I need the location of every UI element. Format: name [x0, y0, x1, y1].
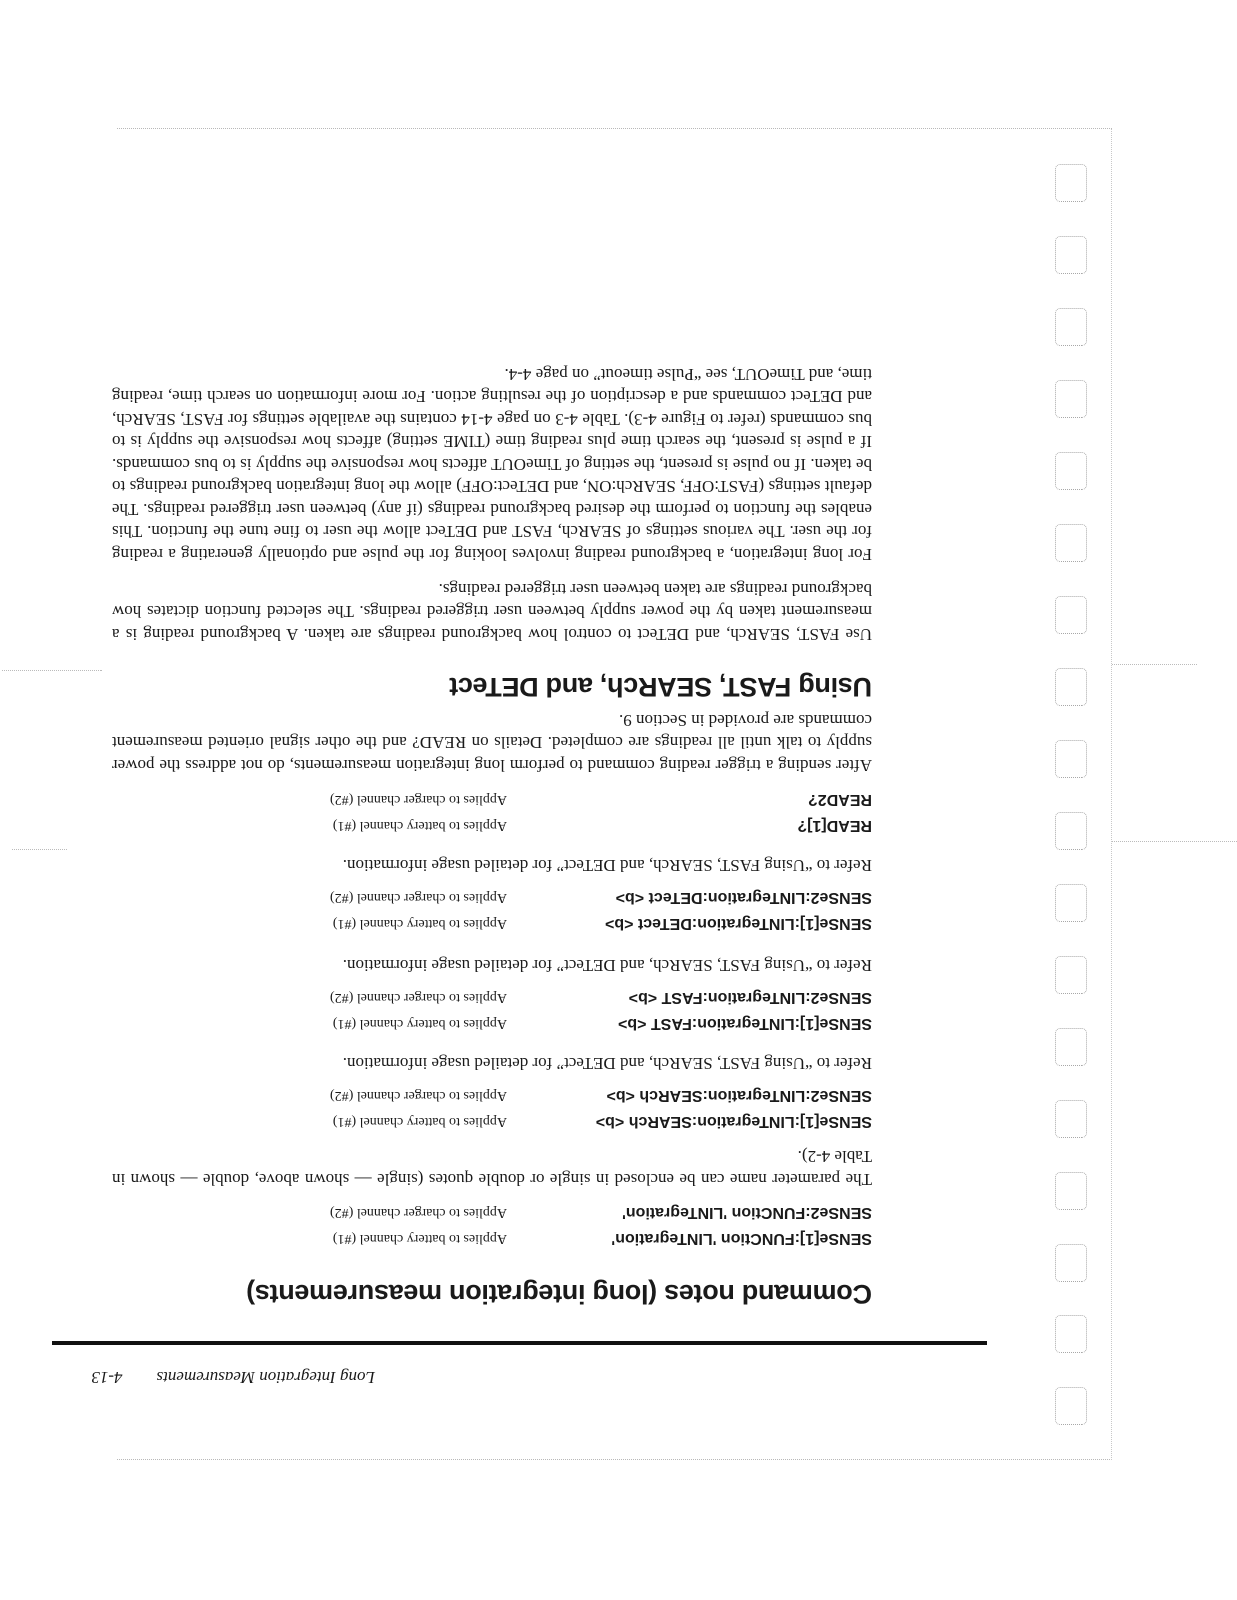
binder-hole: [1055, 812, 1087, 850]
binder-hole: [1055, 236, 1087, 274]
command-name: SENSe[1]:FUNCtion 'LINTegration': [611, 1230, 872, 1247]
command-name: SENSe2:FUNCtion 'LINTegration': [622, 1204, 872, 1221]
section-heading-command-notes: Command notes (long integration measurements): [246, 1279, 872, 1309]
running-header: [91, 1367, 375, 1387]
command-name: SENSe[1]:LINTegration:FAST <b>: [618, 1015, 872, 1032]
command-description: Applies to charger channel (#2): [329, 990, 507, 1005]
header-rule: [52, 1341, 987, 1345]
command-name: SENSe2:LINTegration:SEARch <b>: [606, 1087, 872, 1104]
command-description: Applies to battery channel (#1): [332, 916, 507, 931]
binder-hole: [1055, 596, 1087, 634]
command-name: READ[1]?: [797, 817, 872, 834]
command-row: [112, 982, 872, 1006]
usage-reference: Refer to “Using FAST, SEARch, and DETect” for detailed usage information.: [342, 956, 872, 975]
running-header-title: Long Integration Measurements: [156, 1368, 375, 1387]
binder-hole: [1055, 1244, 1087, 1282]
paragraph-background-readings: Use FAST, SEARch, and DETect to control how background readings are taken. A background reading is a measurement taken by the power supply between user triggered readings. The selected function dictates how background readings are taken between user triggered readings.: [112, 580, 872, 644]
paragraph-long-integration: For long integration, a background reading involves looking for the pulse and optionally generating a reading for the user. The various settings of SEARch, FAST and DETect allow the user to fine tune the function. This enables the function to perform the desired background readings (if any) between user triggered readings. The default settings (FAST:OFF, SEARch:ON, and DETect:OFF) allow the long integration background readings to be taken. If no pulse is present, the setting of TimeOUT affects how responsive the supply is to bus commands. If a pulse is present, the search time plus reading time (TIME setting) affects how responsive the supply is to bus commands (refer to Figure 4-3). Table 4-3 on page 4-14 contains the available settings for FAST, SEARch, and DETect commands and a description of the resulting action. For more information on search time, reading time, and TimeOUT, see “Pulse timeout” on page 4-4.: [112, 365, 872, 564]
command-row: [112, 810, 872, 834]
scan-mark: [1112, 841, 1237, 842]
command-row: [112, 1197, 872, 1221]
binder-hole: [1055, 884, 1087, 922]
command-description: Applies to charger channel (#2): [329, 890, 507, 905]
binder-hole: [1055, 524, 1087, 562]
section-heading-using-fast-search-detect: Using FAST, SEARch, and DETect: [449, 672, 872, 702]
binder-hole: [1055, 1387, 1087, 1425]
scan-mark: [12, 849, 67, 850]
command-description: Applies to battery channel (#1): [332, 1231, 507, 1246]
scan-border-left: [1111, 129, 1112, 1460]
binder-hole: [1055, 308, 1087, 346]
scan-mark: [2, 670, 102, 671]
read-note: After sending a trigger reading command to perform long integration measurements, do not address the power supply to talk until all readings are completed. Details on READ? and the other signal oriented measurement commands are provided in Section 9.: [112, 711, 872, 775]
scan-border-top: [117, 1459, 1112, 1460]
binder-hole: [1055, 740, 1087, 778]
command-description: Applies to battery channel (#1): [332, 1114, 507, 1129]
command-name: SENSe[1]:LINTegration:SEARch <b>: [595, 1113, 872, 1130]
binder-hole: [1055, 1028, 1087, 1066]
usage-reference: Refer to “Using FAST, SEARch, and DETect” for detailed usage information.: [342, 856, 872, 875]
binder-hole: [1055, 668, 1087, 706]
scan-border-bottom: [117, 128, 1112, 129]
command-name: SENSe2:LINTegration:FAST <b>: [628, 989, 872, 1006]
binder-hole: [1055, 452, 1087, 490]
command-row: [112, 882, 872, 906]
binder-hole: [1055, 1100, 1087, 1138]
command-name: SENSe2:LINTegration:DETect <b>: [615, 889, 872, 906]
command-row: [112, 784, 872, 808]
command-description: Applies to charger channel (#2): [329, 792, 507, 807]
command-row: [112, 1008, 872, 1032]
page-number: 4-13: [91, 1368, 123, 1387]
command-row: [112, 1106, 872, 1130]
usage-reference: Refer to “Using FAST, SEARch, and DETect” for detailed usage information.: [342, 1054, 872, 1073]
command-name: READ2?: [807, 791, 872, 808]
quote-note: The parameter name can be enclosed in single or double quotes (single — shown above, double — shown in Table 4-2).: [112, 1147, 872, 1189]
binder-hole: [1055, 380, 1087, 418]
command-row: [112, 1080, 872, 1104]
command-description: Applies to charger channel (#2): [329, 1088, 507, 1103]
command-description: Applies to charger channel (#2): [329, 1205, 507, 1220]
command-description: Applies to battery channel (#1): [332, 1016, 507, 1031]
scan-mark: [1112, 664, 1197, 665]
binder-hole: [1055, 164, 1087, 202]
binder-hole: [1055, 1315, 1087, 1353]
command-description: Applies to battery channel (#1): [332, 818, 507, 833]
command-name: SENSe[1]:LINTegration:DETect <b>: [605, 915, 872, 932]
command-row: [112, 1223, 872, 1247]
binder-hole: [1055, 1172, 1087, 1210]
command-row: [112, 908, 872, 932]
binder-hole: [1055, 956, 1087, 994]
